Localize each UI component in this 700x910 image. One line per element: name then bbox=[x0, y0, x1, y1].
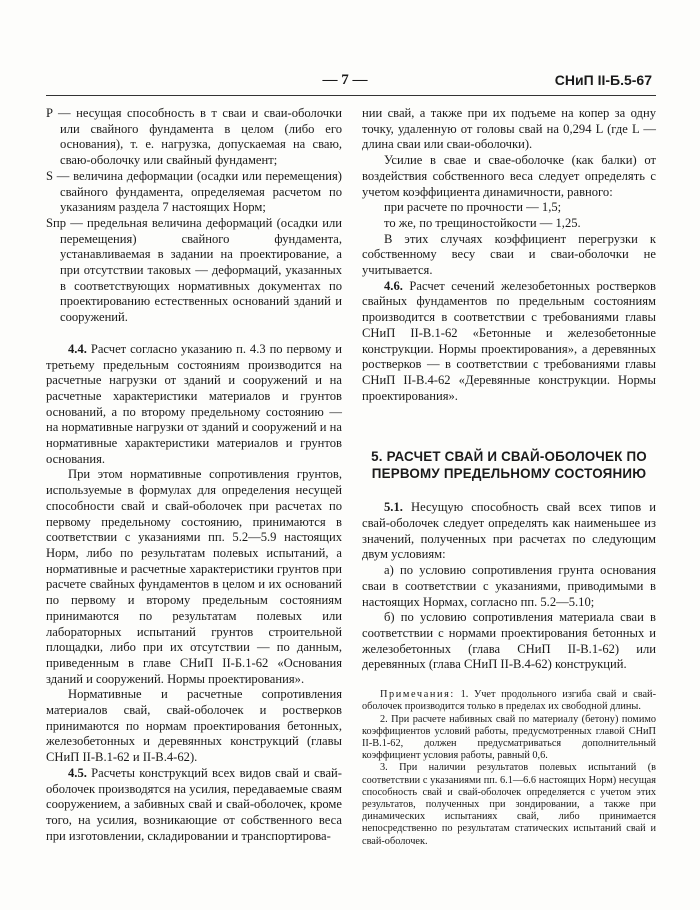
paragraph-4-6 bbox=[362, 279, 656, 405]
paragraph-4-4-number: 4.4. bbox=[68, 341, 87, 356]
paragraph-4-4-text: Расчет согласно указанию п. 4.3 по первому и третьему предельным состояниям производится на расчетные нагрузки от зданий и сооружений и на расчетные характеристики материалов и грунтов оснований, а по второму предельному состоянию — на нормативные нагрузки от зданий и сооружений и на нормативные характеристики материалов и грунтов основания. bbox=[46, 341, 342, 466]
page-header bbox=[0, 72, 700, 94]
note-3: 3. При наличии результатов полевых испытаний (в соответствии с указаниями пп. 6.1—6.6 настоящих Норм) несущая способность свай и свай-оболочек определяется с учетом этих результатов, полученных при зондировании, а также при динамических испытаниях свай, либо принимается непосредственно по результатам статических испытаний свай и свай-оболочек. bbox=[362, 762, 656, 847]
note-2: 2. При расчете набивных свай по материалу (бетону) помимо коэффициентов условий работы, предусмотренных главой СНиП II-В.1-62, должен предусматриваться дополнительный коэффициент условия работы, равный 0,6. bbox=[362, 713, 656, 762]
header-rule bbox=[46, 95, 656, 96]
note-1 bbox=[362, 689, 656, 713]
definition-s: S — величина деформации (осадки или перемещения) свайного фундамента, определяемая расчетом по указаниям раздела 7 настоящих Норм; bbox=[46, 168, 342, 215]
section-title: 5. РАСЧЕТ СВАЙ И СВАЙ-ОБОЛОЧЕК ПО ПЕРВОМУ ПРЕДЕЛЬНОМУ СОСТОЯНИЮ bbox=[371, 449, 647, 482]
paragraph-4-5-text: Расчеты конструкций всех видов свай и свай-оболочек производятся на усилия, передаваемые сваям сооружением, а забивных свай и свай-оболочек, кроме того, на усилия, возникающие от собственного веса при изготовлении, складировании и транспортирова- bbox=[46, 765, 342, 843]
paragraph-4-6-number: 4.6. bbox=[384, 278, 403, 293]
paragraph-4-4 bbox=[46, 342, 342, 468]
paragraph-overload: В этих случаях коэффициент перегрузки к собственному весу сваи и сваи-оболочки не учитывается. bbox=[362, 231, 656, 278]
paragraph-self-weight: Усилие в свае и свае-оболочке (как балки) от воздействия собственного веса следует определять с учетом коэффициента динамичности, равного: bbox=[362, 153, 656, 199]
paragraph-4-5 bbox=[46, 766, 342, 845]
page-number: — 7 — bbox=[322, 72, 368, 88]
paragraph-4-5-continuation: нии свай, а также при их подъеме на копер за одну точку, удаленную от головы свай на 0,294 L (где L — длина сваи или сваи-оболочки). bbox=[362, 106, 656, 152]
paragraph-4-6-text: Расчет сечений железобетонных ростверков свайных фундаментов по предельным состояниям производится в соответствии с требованиями главы СНиП II-В.1-62 «Бетонные и железобетонные конструкции. Нормы проектирования», а деревянных ростверков — в соответствии с требованиями главы СНиП II-В.4-62 «Деревянные конструкции. Нормы проектирования». bbox=[362, 278, 656, 403]
paragraph-5-1-text: Несущую способность свай всех типов и свай-оболочек следует определять как наименьшее из значений, полученных при расчетах по следующим двум условиям: bbox=[362, 500, 656, 562]
paragraph-material-resistances: Нормативные и расчетные сопротивления материалов свай, свай-оболочек и ростверков принимаются по нормам проектирования бетонных, железобетонных и деревянных конструкций (главы СНиП II-В.1-62 и II-В.4-62). bbox=[46, 687, 342, 765]
paragraph-5-1 bbox=[362, 500, 656, 563]
note-1-text: 1. Учет продольного изгиба свай и свай-оболочек производится только в пределах их свободной длины. bbox=[362, 689, 656, 713]
paragraph-4-5-number: 4.5. bbox=[68, 765, 87, 780]
condition-b: б) по условию сопротивления материала сваи в соответствии с нормами проектирования бетонных и железобетонных (глава СНиП II-В.1-62) или деревянных (глава СНиП II-В.4-62) конструкций. bbox=[362, 610, 656, 672]
dynamic-coef-strength: при расчете по прочности — 1,5; bbox=[384, 200, 562, 215]
definition-p: P — несущая способность в т сваи и сваи-оболочки или свайного фундамента в целом (либо его основания), т. е. нагрузка, допускаемая на сваю, сваю-оболочку или свайный фундамент; bbox=[46, 106, 342, 168]
paragraph-normative-resistances: При этом нормативные сопротивления грунтов, используемые в формулах для определения несущей способности свай и свай-оболочек при расчетах по первому предельному состоянию, принимаются в соответствии с указаниями пп. 5.2—5.9 настоящих Норм, либо по результатам полевых испытаний, а нормативные и расчетные характеристики грунтов при расчете свайных фундаментов в целом и их оснований по первому и второму предельным состояниям принимаются по результатам полевых или лабораторных испытаний грунтов строительной площадки, либо при их отсутствии — по данным, приведенным в главе СНиП II-Б.1-62 «Основания зданий и сооружений. Нормы проектирования». bbox=[46, 467, 342, 686]
condition-a: а) по условию сопротивления грунта основания сваи в соответствии с указаниями, приводимыми в настоящих Нормах, согласно пп. 5.2—5.10; bbox=[362, 563, 656, 609]
dynamic-coef-crack: то же, по трещиностойкости — 1,25. bbox=[384, 215, 581, 230]
notes-label: Примечания: bbox=[380, 689, 455, 701]
definition-s-pr: Sпр — предельная величина деформаций (осадки или перемещения) свайного фундамента, устанавливаемая в задании на проектирование, а при отсутствии таковых — деформаций, указанных в соответствующих нормативных документах по проектированию естественных оснований зданий и сооружений. bbox=[46, 215, 342, 325]
right-column bbox=[362, 106, 656, 848]
notes-block bbox=[362, 689, 656, 848]
paragraph-5-1-number: 5.1. bbox=[384, 500, 403, 515]
document-code: СНиП II-Б.5-67 bbox=[554, 72, 652, 88]
left-column bbox=[46, 106, 342, 844]
